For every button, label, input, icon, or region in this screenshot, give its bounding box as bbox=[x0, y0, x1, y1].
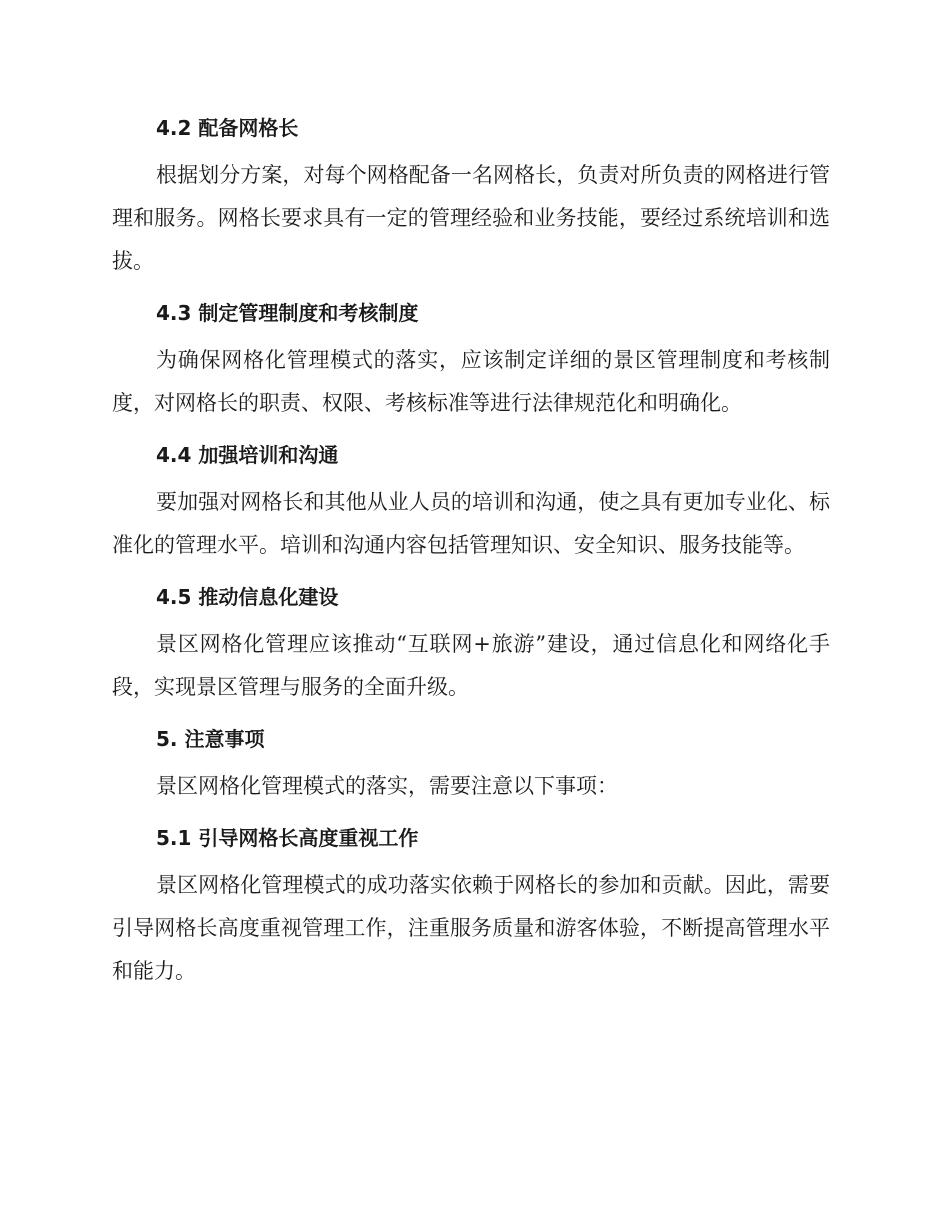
section-heading-4-5: 4.5 推动信息化建设 bbox=[156, 585, 339, 609]
document-body bbox=[112, 110, 830, 993]
section-heading-5: 5. 注意事项 bbox=[156, 727, 265, 751]
section-paragraph-4-5: 景区网格化管理应该推动“互联网+旅游”建设，通过信息化和网络化手段，实现景区管理与服务的全面升级。 bbox=[112, 632, 830, 699]
section-paragraph-4-4: 要加强对网格长和其他从业人员的培训和沟通，使之具有更加专业化、标准化的管理水平。培训和沟通内容包括管理知识、安全知识、服务技能等。 bbox=[112, 490, 830, 557]
section-paragraph-4-3: 为确保网格化管理模式的落实，应该制定详细的景区管理制度和考核制度，对网格长的职责、权限、考核标准等进行法律规范化和明确化。 bbox=[112, 348, 830, 415]
section-heading-4-2: 4.2 配备网格长 bbox=[156, 116, 299, 140]
section-heading-4-3: 4.3 制定管理制度和考核制度 bbox=[156, 301, 419, 325]
section-paragraph-4-2: 根据划分方案，对每个网格配备一名网格长，负责对所负责的网格进行管理和服务。网格长要求具有一定的管理经验和业务技能，要经过系统培训和选拔。 bbox=[112, 163, 830, 273]
section-heading-5-1: 5.1 引导网格长高度重视工作 bbox=[156, 826, 419, 850]
section-paragraph-5-1: 景区网格化管理模式的成功落实依赖于网格长的参加和贡献。因此，需要引导网格长高度重视管理工作，注重服务质量和游客体验，不断提高管理水平和能力。 bbox=[112, 873, 830, 983]
section-paragraph-5: 景区网格化管理模式的落实，需要注意以下事项： bbox=[156, 774, 618, 798]
section-heading-4-4: 4.4 加强培训和沟通 bbox=[156, 443, 339, 467]
